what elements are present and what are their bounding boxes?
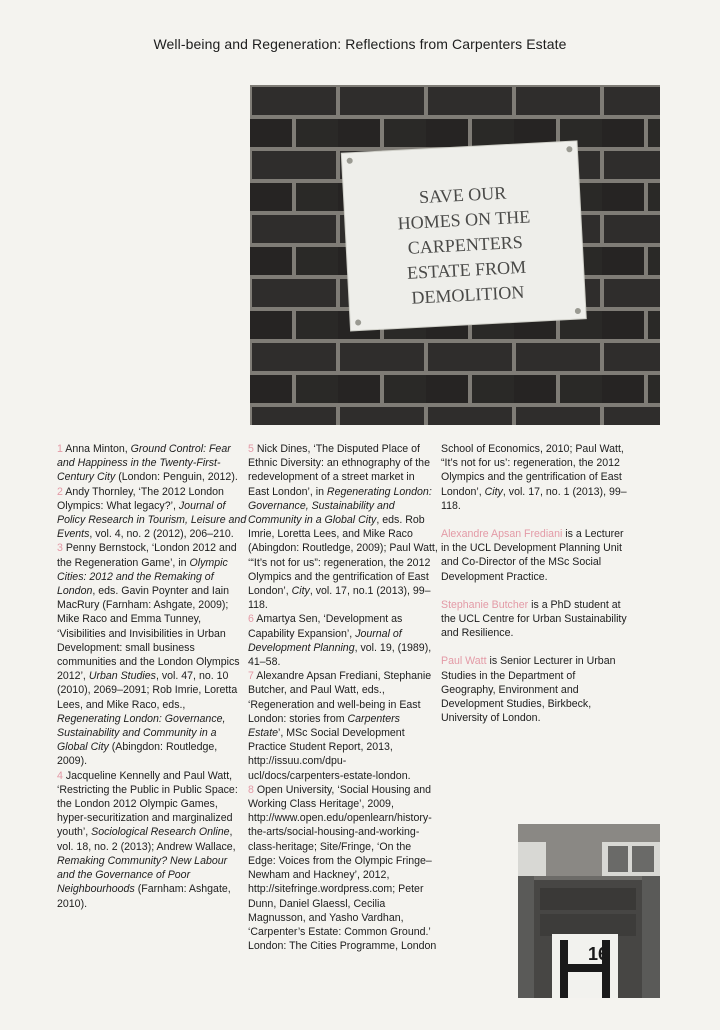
page-header: Well-being and Regeneration: Reflections from Carpenters Estate [153, 36, 567, 52]
hydrant-number: 16 [588, 944, 609, 964]
note-italic-title: Olympic Cities: 2012 and the Remaking of London [57, 556, 228, 598]
sign-line-3: CARPENTERS [407, 231, 524, 258]
author-bio-text: is a Lecturer in the UCL Development Planning Unit and Co-Director of the MSc Social Development Practice. [441, 528, 624, 583]
note-3: 3 Penny Bernstock, ‘London 2012 and the Regeneration Game’, in Olympic Cities: 2012 and the Remaking of London, eds. Gavin Poynter and Iain MacRury (Farnham: Ashgate, 2009); Mike Raco and Emma Tunney, ‘Visibilities and Invisibilities in Urban Development: small business communities and the London Olympics 2012’, Urban Studies, vol. 47, no. 10 (2010), 2069–2091; Rob Imrie, Loretta Lees, and Mike Raco, eds., Regenerating London: Governance, Sustainability and Community in a Global City (Abingdon: Routledge, 2009). [57, 542, 240, 768]
note-number: 1 [57, 443, 66, 455]
note-italic-title: City [484, 485, 503, 498]
note-8: 8 Open University, ‘Social Housing and Working Class Heritage’, 2009, http://www.open.edu/openlearn/history-the-arts/social-housing-and-working-class-heritage; Site/Fringe, ‘On the Edge: Voices from the Olympic Fringe–Newham and Hackney’, 2012, http://sitefringe.wordpress.com; Peter Dunn, Daniel Glaessl, Cecilia Magnusson, and Yasho Vardhan, ‘Carpenter’s Estate: Common Ground.’ London: The Cities Programme, London [248, 783, 437, 953]
note-italic-title: Remaking Community? New Labour and the Governance of Poor Neighbourhoods [57, 854, 228, 896]
note-number: 5 [248, 443, 257, 455]
sign-line-5: DEMOLITION [410, 281, 525, 308]
note-italic-title: City [291, 585, 310, 598]
note-italic-title: Journal of Policy Research in Tourism, Leisure and Events [57, 499, 247, 541]
note-number: 6 [248, 613, 257, 626]
note-italic-title: Carpenters Estate [248, 712, 400, 740]
author-bio-text: is Senior Lecturer in Urban Studies in the Department of Geography, Environment and Development Studies, Birkbeck, University of London. [441, 655, 616, 725]
note-2: 2 Andy Thornley, ‘The 2012 London Olympics: What legacy?’, Journal of Policy Research in Tourism, Leisure and Events, vol. 4, no. 2 (2012), 206–210. [57, 485, 247, 541]
brick-wall-illustration [250, 85, 660, 425]
author-bio-watt [441, 654, 631, 725]
author-name: Alexandre Apsan Frediani [441, 528, 563, 541]
notes-column-2 [248, 442, 438, 953]
note-italic-title: Regenerating London: Governance, Sustainability and Community in a Global City [57, 712, 226, 754]
author-name: Paul Watt [441, 655, 487, 668]
note-5: 5 Nick Dines, ‘The Disputed Place of Ethnic Diversity: an ethnography of the redevelopment of a street market in East London’, in Regenerating London: Governance, Sustainability and Community in a Global City, eds. Rob Imrie, Loretta Lees, and Mike Raco (Abingdon: Routledge, 2009); Paul Watt, ‘“It’s not for us”: regeneration, the 2012 Olympics and the gentrification of East London’, City, vol. 17, no.1 (2013), 99–118. [248, 443, 438, 612]
note-7: 7 Alexandre Apsan Frediani, Stephanie Butcher, and Paul Watt, eds., ‘Regeneration and well-being in East London: stories from Carpenters Estate’, MSc Social Development Practice Student Report, 2013, http://issuu.com/dpu-ucl/docs/carpenters-estate-london. [248, 670, 432, 782]
hydrant-sign-photo [518, 824, 660, 998]
sign-line-2: HOMES ON THE [397, 206, 531, 234]
author-name: Stephanie Butcher [441, 598, 529, 611]
note-italic-title: Sociological Research Online [91, 826, 230, 839]
note-6: 6 Amartya Sen, ‘Development as Capability Expansion’, Journal of Development Planning, vol. 19, (1989), 41–58. [248, 613, 432, 669]
note-number: 3 [57, 542, 66, 555]
post-illustration [518, 824, 660, 998]
note-1: 1 Anna Minton, Ground Control: Fear and Happiness in the Twenty-First-Century City (London: Penguin, 2012). [57, 443, 238, 484]
note-number: 7 [248, 670, 257, 683]
note-4: 4 Jacqueline Kennelly and Paul Watt, ‘Restricting the Public in Public Space: the London 2012 Olympic Games, hyper-securitization and marginalized youth’, Sociological Research Online, vol. 18, no. 2 (2013); Andrew Wallace, Remaking Community? New Labour and the Governance of Poor Neighbourhoods (Farnham: Ashgate, 2010). [57, 769, 238, 910]
note-italic-title: Ground Control: Fear and Happiness in the Twenty-First-Century City [57, 443, 231, 484]
notes-column-3 [441, 442, 631, 739]
sign-line-1: SAVE OUR [418, 182, 507, 208]
note-number: 2 [57, 485, 66, 498]
note-8-continued: School of Economics, 2010; Paul Watt, “It’s not for us’: regeneration, the 2012 Olympics and the gentrification of East London’, City, vol. 17, no. 1 (2013), 99–118. [441, 443, 627, 512]
note-number: 4 [57, 769, 66, 782]
sign-line-4: ESTATE FROM [406, 256, 527, 283]
notes-column-1 [57, 442, 247, 911]
author-bio-frediani [441, 527, 631, 584]
note-number: 8 [248, 783, 257, 796]
author-bio-text: is a PhD student at the UCL Centre for Urban Sustainability and Resilience. [441, 598, 627, 640]
author-bio-butcher [441, 598, 631, 641]
note-italic-title: Journal of Development Planning [248, 627, 402, 654]
note-italic-title: Regenerating London: Governance, Sustainability and Community in a Global City [248, 485, 432, 527]
protest-sign-photo [250, 85, 660, 425]
note-italic-title: Urban Studies [88, 670, 156, 683]
